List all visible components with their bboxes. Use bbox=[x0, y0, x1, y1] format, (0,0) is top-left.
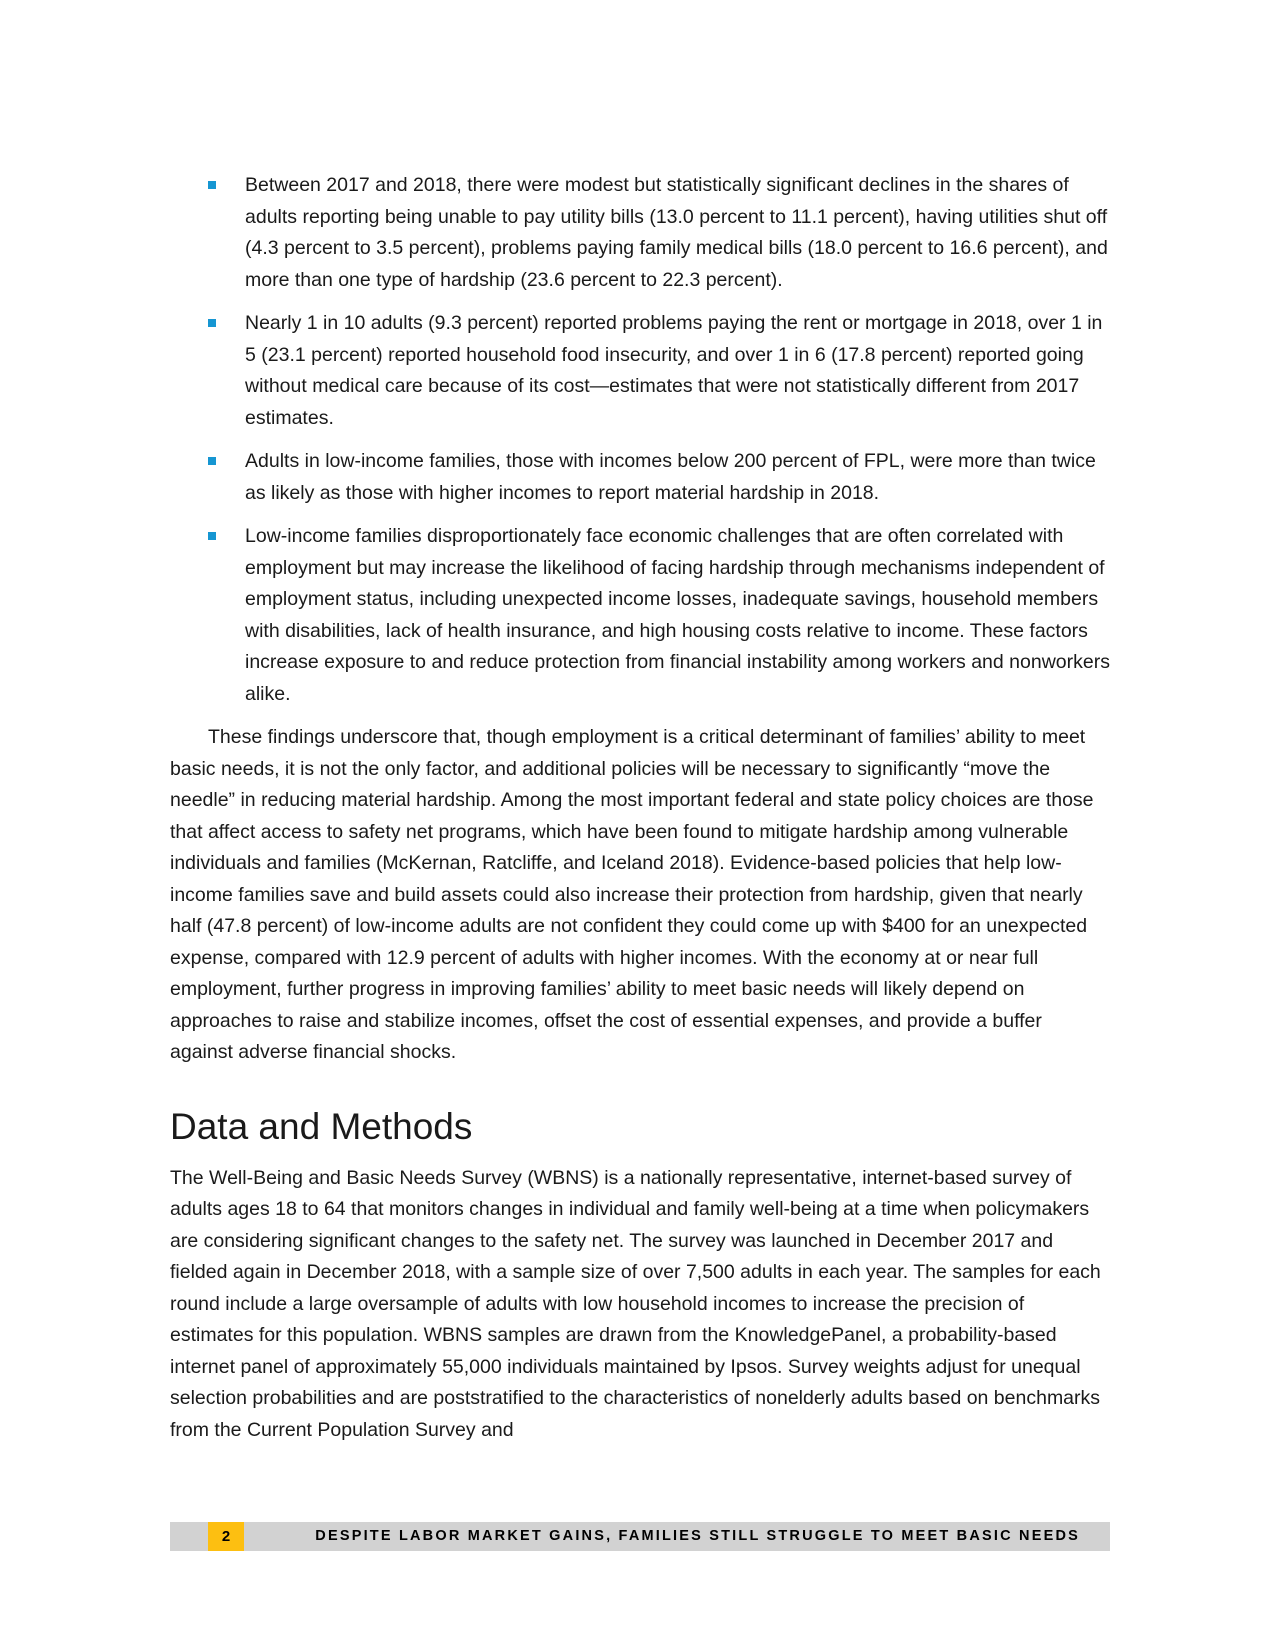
list-item-text: Low-income families disproportionately face economic challenges that are often correlated with employment but may increase the likelihood of facing hardship through mechanisms independent of employment status, including unexpected income losses, inadequate savings, household members with disabilities, lack of health insurance, and high housing costs relative to income. These factors increase exposure to and reduce protection from financial instability among workers and nonworkers alike. bbox=[245, 525, 1110, 705]
key-findings-list bbox=[170, 170, 1110, 710]
list-item bbox=[170, 170, 1110, 296]
data-methods-paragraph: The Well-Being and Basic Needs Survey (WBNS) is a nationally representative, internet-based survey of adults ages 18 to 64 that monitors changes in individual and family well-being at a time when policymakers are considering significant changes to the safety net. The survey was launched in December 2017 and fielded again in December 2018, with a sample size of over 7,500 adults in each year. The samples for each round include a large oversample of adults with low household incomes to increase the precision of estimates for this population. WBNS samples are drawn from the KnowledgePanel, a probability-based internet panel of approximately 55,000 individuals maintained by Ipsos. Survey weights adjust for unequal selection probabilities and are poststratified to the characteristics of nonelderly adults based on benchmarks from the Current Population Survey and bbox=[170, 1166, 1101, 1441]
list-item bbox=[170, 446, 1110, 509]
page-number: 2 bbox=[208, 1522, 244, 1551]
square-bullet-icon bbox=[208, 532, 216, 540]
square-bullet-icon bbox=[208, 181, 216, 189]
list-item-text: Between 2017 and 2018, there were modest but statistically significant declines in the shares of adults reporting being unable to pay utility bills (13.0 percent to 11.1 percent), having utilities shut off (4.3 percent to 3.5 percent), problems paying family medical bills (18.0 percent to 16.6 percent), and more than one type of hardship (23.6 percent to 22.3 percent). bbox=[245, 174, 1108, 291]
page-footer bbox=[170, 1522, 1110, 1551]
running-title: DESPITE LABOR MARKET GAINS, FAMILIES STILL STRUGGLE TO MEET BASIC NEEDS bbox=[315, 1528, 1080, 1544]
list-item-text: Adults in low-income families, those with incomes below 200 percent of FPL, were more than twice as likely as those with higher incomes to report material hardship in 2018. bbox=[245, 450, 1096, 504]
square-bullet-icon bbox=[208, 457, 216, 465]
square-bullet-icon bbox=[208, 319, 216, 327]
findings-paragraph: These findings underscore that, though employment is a critical determinant of families’ ability to meet basic needs, it is not the only factor, and additional policies will be necessary to significantly “move the needle” in reducing material hardship. Among the most important federal and state policy choices are those that affect access to safety net programs, which have been found to mitigate hardship among vulnerable individuals and families (McKernan, Ratcliffe, and Iceland 2018). Evidence-based policies that help low-income families save and build assets could also increase their protection from hardship, given that nearly half (47.8 percent) of low-income adults are not confident they could come up with $400 for an unexpected expense, compared with 12.9 percent of adults with higher incomes. With the economy at or near full employment, further progress in improving families’ ability to meet basic needs will likely depend on approaches to raise and stabilize incomes, offset the cost of essential expenses, and provide a buffer against adverse financial shocks. bbox=[170, 726, 1094, 1063]
page-body bbox=[170, 170, 1110, 1446]
list-item bbox=[170, 521, 1110, 710]
section-heading: Data and Methods bbox=[170, 1105, 473, 1147]
list-item-text: Nearly 1 in 10 adults (9.3 percent) reported problems paying the rent or mortgage in 2018, over 1 in 5 (23.1 percent) reported household food insecurity, and over 1 in 6 (17.8 percent) reported going without medical care because of its cost—estimates that were not statistically different from 2017 estimates. bbox=[245, 312, 1103, 429]
list-item bbox=[170, 308, 1110, 434]
